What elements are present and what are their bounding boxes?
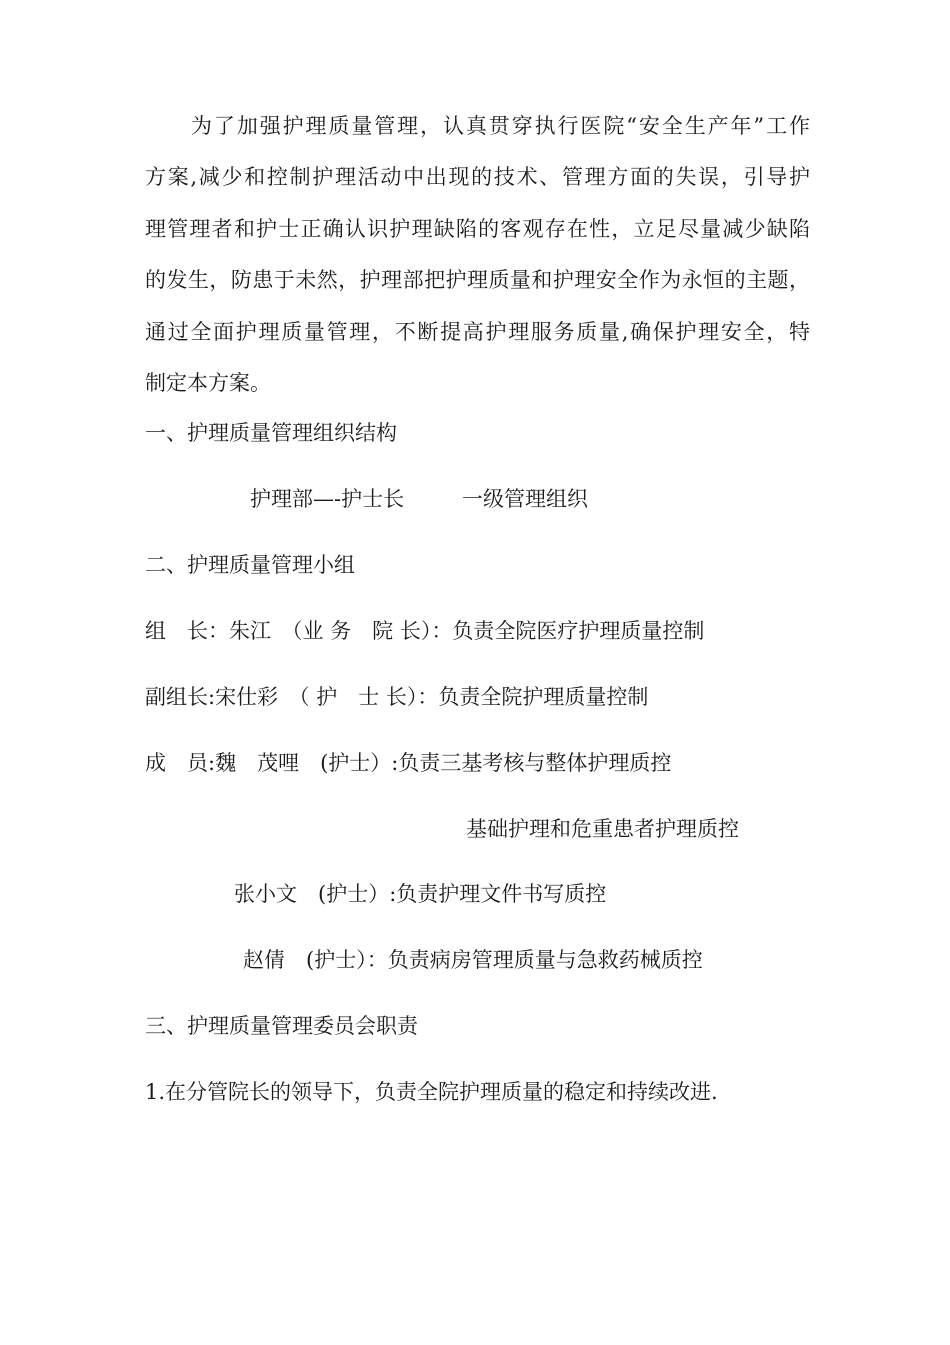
group-member-line: 张小文 (护士）:负责护理文件书写质控 bbox=[234, 882, 607, 906]
intro-line: 为了加强护理质量管理，认真贯穿执行医院“安全生产年”工作 bbox=[191, 114, 810, 138]
intro-line: 通过全面护理质量管理，不断提高护理服务质量,确保护理安全，特 bbox=[145, 319, 810, 344]
group-member-duty-continued: 基础护理和危重患者护理质控 bbox=[466, 817, 739, 841]
section-heading-quality-group: 二、护理质量管理小组 bbox=[145, 553, 355, 577]
group-member-line: 成 员:魏 茂哩 (护士）:负责三基考核与整体护理质控 bbox=[145, 751, 672, 775]
group-vice-leader-line: 副组长:宋仕彩 （ 护 士 长）：负责全院护理质量控制 bbox=[145, 685, 649, 709]
intro-line: 的发生，防患于未然，护理部把护理质量和护理安全作为永恒的主题， bbox=[145, 268, 810, 293]
group-member-line: 赵倩 (护士）：负责病房管理质量与急救药械质控 bbox=[243, 948, 703, 972]
intro-paragraph bbox=[145, 101, 810, 409]
org-structure-chain: 护理部—-护士长 bbox=[250, 487, 405, 511]
section-heading-committee-duties: 三、护理质量管理委员会职责 bbox=[145, 1014, 418, 1038]
intro-line: 制定本方案。 bbox=[145, 371, 271, 396]
committee-duty-item: 1.在分管院长的领导下，负责全院护理质量的稳定和持续改进. bbox=[145, 1080, 718, 1104]
org-structure-level: 一级管理组织 bbox=[462, 487, 588, 511]
intro-line: 理管理者和护士正确认识护理缺陷的客观存在性，立足尽量减少缺陷 bbox=[145, 216, 810, 241]
section-heading-org-structure: 一、护理质量管理组织结构 bbox=[145, 421, 397, 445]
intro-line: 方案,减少和控制护理活动中出现的技术、管理方面的失误，引导护 bbox=[145, 165, 810, 190]
group-leader-line: 组 长：朱江 （业 务 院 长）：负责全院医疗护理质量控制 bbox=[145, 619, 705, 643]
